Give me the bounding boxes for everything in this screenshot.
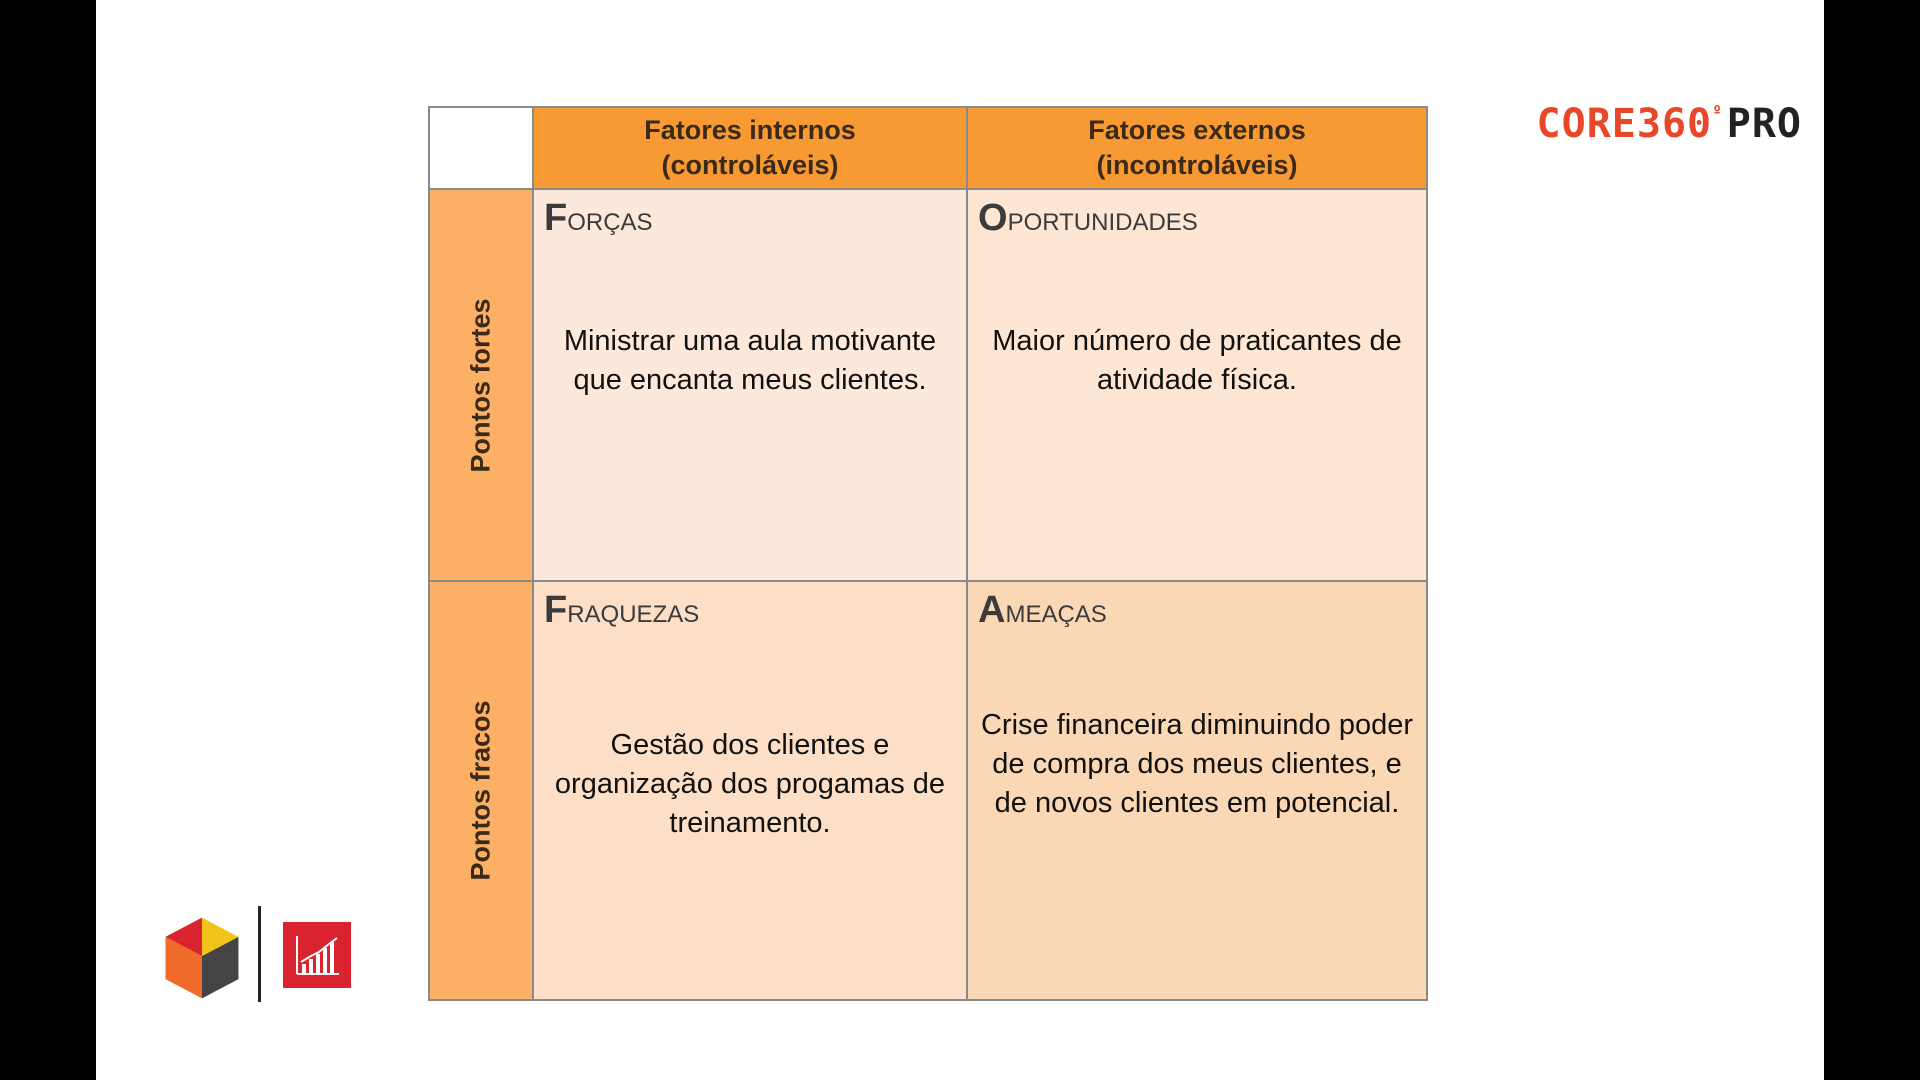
row-header-weak xyxy=(430,582,534,999)
quadrant-ameacas-title xyxy=(978,590,1107,633)
row-header-weak-label: Pontos fracos xyxy=(465,700,496,881)
quadrant-fraquezas-title xyxy=(544,590,699,633)
brand-degree: º xyxy=(1712,102,1723,121)
row-header-strong-label: Pontos fortes xyxy=(465,297,496,473)
brand-pro: PRO xyxy=(1726,101,1802,147)
quadrant-ameacas-text: Crise financeira diminuindo poder de compra dos meus clientes, e de novos clientes em potencial. xyxy=(980,709,1413,819)
quadrant-forcas-text: Ministrar uma aula motivante que encanta meus clientes. xyxy=(563,325,937,396)
brand-logo xyxy=(1537,88,1802,148)
quadrant-oportunidades-text: Maior número de praticantes de atividade física. xyxy=(992,325,1402,396)
col-header-external-line2: (incontroláveis) xyxy=(1096,150,1298,180)
swot-corner xyxy=(430,108,534,190)
logo-divider xyxy=(258,906,261,1002)
row-header-strong xyxy=(430,190,534,582)
quadrant-ameacas xyxy=(968,582,1426,999)
quadrant-fraquezas xyxy=(534,582,968,999)
slide xyxy=(96,0,1824,1080)
quadrant-fraquezas-text: Gestão dos clientes e organização dos progamas de treinamento. xyxy=(554,729,946,839)
cube-logo-icon xyxy=(154,910,250,1006)
quadrant-ameacas-title-rest: meaças xyxy=(1005,592,1107,630)
quadrant-oportunidades-title xyxy=(978,198,1198,241)
quadrant-oportunidades-title-cap: O xyxy=(978,197,1008,239)
quadrant-oportunidades xyxy=(968,190,1426,582)
quadrant-fraquezas-title-rest: raquezas xyxy=(567,592,700,630)
col-header-external xyxy=(968,108,1426,190)
quadrant-forcas-title-rest: orças xyxy=(567,200,653,238)
quadrant-oportunidades-title-rest: portunidades xyxy=(1007,200,1198,238)
col-header-internal xyxy=(534,108,968,190)
bar-chart-logo-icon xyxy=(283,922,351,988)
quadrant-forcas-title-cap: F xyxy=(544,197,568,239)
col-header-external-line1: Fatores externos xyxy=(1088,115,1306,145)
quadrant-fraquezas-title-cap: F xyxy=(544,589,568,631)
quadrant-forcas xyxy=(534,190,968,582)
col-header-internal-line2: (controláveis) xyxy=(661,150,839,180)
quadrant-forcas-title xyxy=(544,198,653,241)
brand-core: CORE360 xyxy=(1536,101,1713,147)
swot-matrix xyxy=(428,106,1428,1001)
col-header-internal-line1: Fatores internos xyxy=(644,115,856,145)
quadrant-ameacas-title-cap: A xyxy=(978,589,1006,631)
